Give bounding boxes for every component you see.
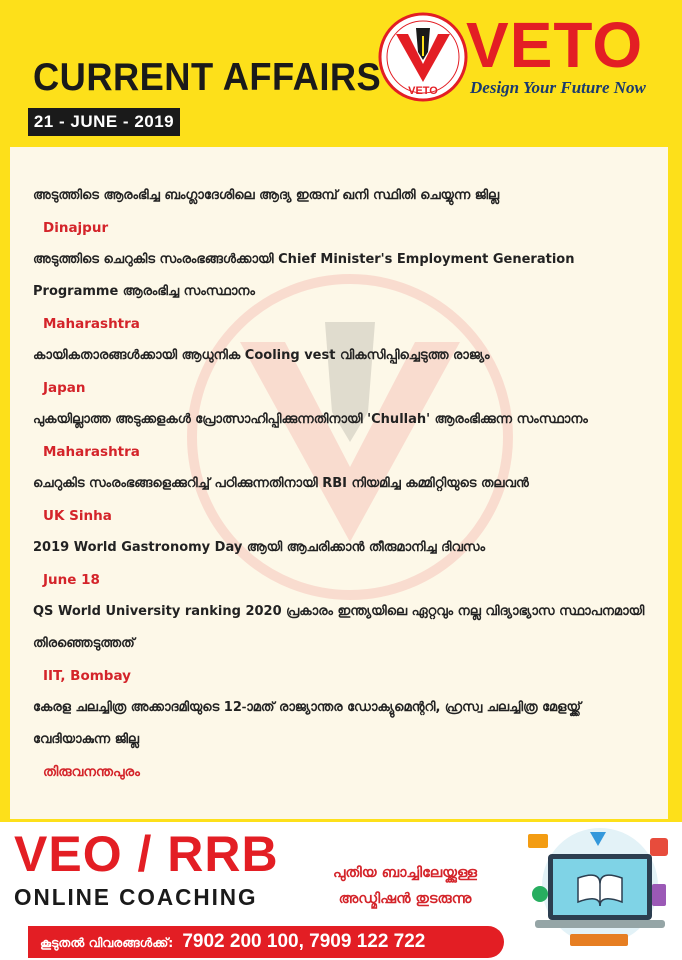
header xyxy=(0,0,682,145)
contact-bar xyxy=(28,926,504,958)
course-subtitle: ONLINE COACHING xyxy=(14,884,258,910)
date-badge: 21 - JUNE - 2019 xyxy=(28,108,180,136)
admission-line-1: പുതിയ ബാച്ചിലേയ്ക്കുള്ള xyxy=(333,865,477,881)
answer-text: Maharashtra xyxy=(43,316,140,332)
qa-list xyxy=(33,180,653,788)
footer-banner xyxy=(0,822,682,960)
answer-text: UK Sinha xyxy=(43,508,112,524)
question-text: അടുത്തിടെ ചെറുകിട സംരംഭങ്ങൾക്കായി Chief Minister's Employment Generation Programme ആരംഭിച്ച സംസ്ഥാനം xyxy=(33,252,575,299)
question-text: അടുത്തിടെ ആരംഭിച്ച ബംഗ്ലാദേശിലെ ആദ്യ ഇരുമ്പ് ഖനി സ്ഥിതി ചെയ്യുന്ന ജില്ല xyxy=(33,188,500,203)
brand-name: VETO xyxy=(466,9,644,81)
laptop-study-illustration xyxy=(520,824,678,958)
emblem-text: VETO xyxy=(408,85,438,97)
answer-text: IIT, Bombay xyxy=(43,668,131,684)
course-title: VEO / RRB xyxy=(14,826,279,882)
question-text: QS World University ranking 2020 പ്രകാരം ഇന്ത്യയിലെ ഏറ്റവും നല്ല വിദ്യാഭ്യാസ സ്ഥാപനമായി തിരഞ്ഞെടുത്തത് xyxy=(33,604,645,651)
admission-notice xyxy=(295,860,515,912)
contact-phone-numbers[interactable]: 7902 200 100, 7909 122 722 xyxy=(182,931,426,952)
contact-label: കൂടുതൽ വിവരങ്ങൾക്ക്: xyxy=(40,935,174,950)
answer-text: Maharashtra xyxy=(43,444,140,460)
admission-line-2: അഡ്മിഷൻ തുടരുന്നു xyxy=(338,891,472,907)
answer-text: Japan xyxy=(43,380,86,396)
content-card xyxy=(10,147,668,819)
question-text: കേരള ചലച്ചിത്ര അക്കാദമിയുടെ 12-ാമത് രാജ്യാന്തര ഡോക്യുമെന്ററി, ഹ്രസ്വ ചലച്ചിത്ര മേളയ്ക്ക് വേദിയാകുന്ന ജില്ല xyxy=(33,700,581,747)
answer-text: June 18 xyxy=(43,572,100,588)
brand-tagline: Design Your Future Now xyxy=(470,78,646,97)
question-text: ചെറുകിട സംരംഭങ്ങളെക്കുറിച്ച് പഠിക്കുന്നതിനായി RBI നിയമിച്ച കമ്മിറ്റിയുടെ തലവൻ xyxy=(33,476,529,491)
question-text: കായികതാരങ്ങൾക്കായി ആധുനിക Cooling vest വികസിപ്പിച്ചെടുത്ത രാജ്യം xyxy=(33,348,490,363)
veto-emblem-logo xyxy=(378,12,468,102)
question-text: പുകയില്ലാത്ത അടുക്കളകൾ പ്രോത്സാഹിപ്പിക്കുന്നതിനായി 'Chullah' ആരംഭിക്കുന്ന സംസ്ഥാനം xyxy=(33,412,588,427)
page-title: CURRENT AFFAIRS xyxy=(33,56,382,99)
answer-text: തിരുവനന്തപുരം xyxy=(43,764,140,780)
question-text: 2019 World Gastronomy Day ആയി ആചരിക്കാൻ തീരുമാനിച്ച ദിവസം xyxy=(33,540,486,555)
answer-text: Dinajpur xyxy=(43,220,109,236)
